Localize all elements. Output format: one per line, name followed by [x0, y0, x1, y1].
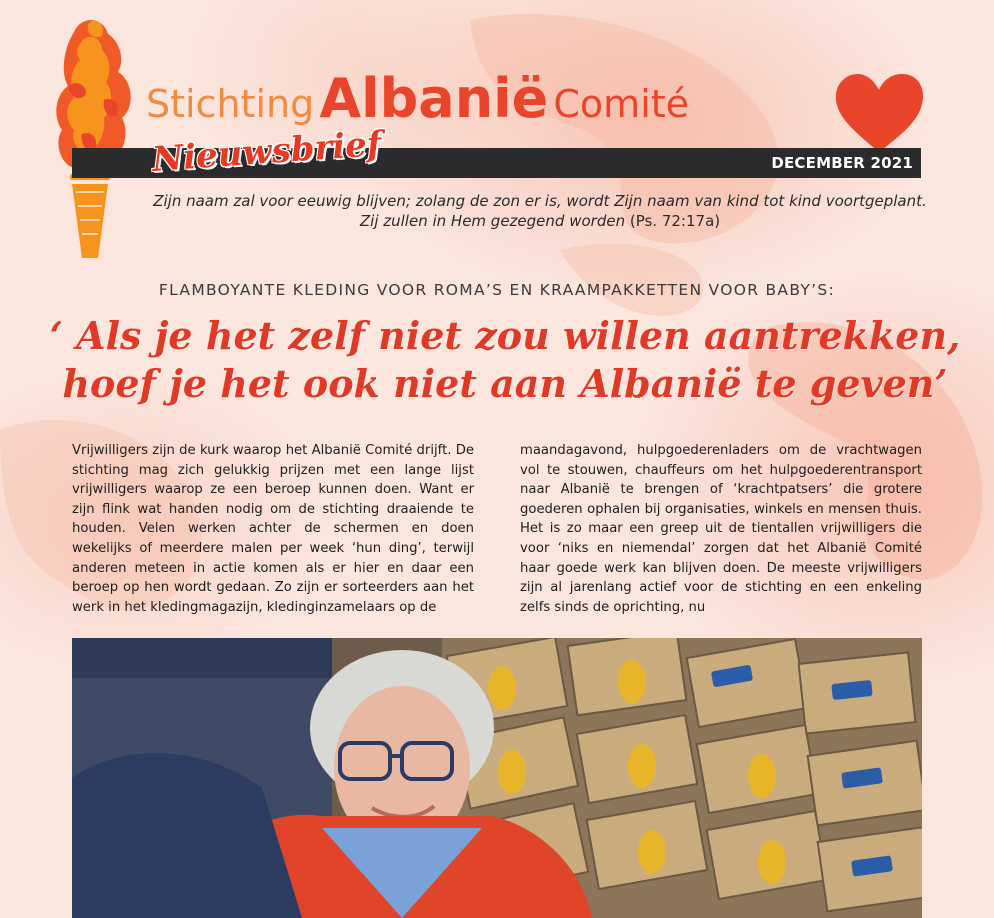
brand-title	[146, 67, 690, 130]
bible-quote	[100, 191, 980, 231]
brand-word-albanie: Albanië	[319, 67, 549, 130]
issue-date: DECEMBER 2021	[771, 154, 913, 172]
article-kicker: FLAMBOYANTE KLEDING VOOR ROMA’S EN KRAAMPAKKETTEN VOOR BABY’S:	[158, 281, 836, 299]
quote-line-2	[100, 211, 980, 231]
headline-line-1: ‘ Als je het zelf niet zou willen aantrekken,	[49, 313, 961, 358]
quote-line-2-text: Zij zullen in Hem gezegend worden	[359, 212, 626, 230]
article-column-left: Vrijwilligers zijn de kurk waarop het Albanië Comité drijft. De stichting mag zich gelukkig prijzen met een lange lijst vrijwilligers waarop ze een beroep kunnen doen. Want er zijn flink wat handen nodig om de stichting draaiende te houden. Velen werken achter de schermen en doen wekelijks of meerdere malen per week ‘hun ding’, terwijl anderen meteen in actie komen als er hier en daar een beroep op hen wordt gedaan. Zo zijn er sorteerders aan het werk in het kledingmagazijn, kledinginzamelaars op de	[72, 443, 474, 615]
article-photo	[72, 638, 922, 918]
newsletter-label: Nieuwsbrief	[150, 124, 383, 180]
article-column-right: maandagavond, hulpgoederenladers om de vrachtwagen vol te stouwen, chauffeurs om het hulpgoederentransport naar Albanië te brengen of ‘krachtpatsers’ die grotere goederen ophalen bij organisaties, winkels en mensen thuis. Het is zo maar een greep uit de tientallen vrijwilligers die voor ‘niks en niemendal’ zorgen dat het Albanië Comité haar goede werk kan blijven doen. De meeste vrijwilligers zijn al jarenlang actief voor de stichting en een enkeling zelfs sinds de oprichting, nu	[520, 443, 922, 615]
quote-line-1: Zijn naam zal voor eeuwig blijven; zolang de zon er is, wordt Zijn naam van kind tot kind voortgeplant.	[153, 192, 927, 210]
heart-icon	[832, 70, 926, 154]
brand-word-stichting: Stichting	[146, 82, 315, 126]
brand-word-comite: Comité	[553, 82, 690, 126]
article-headline	[40, 312, 970, 408]
quote-reference: (Ps. 72:17a)	[629, 212, 721, 230]
headline-line-2: hoef je het ook niet aan Albanië te geven’	[62, 361, 948, 406]
photo-illustration	[72, 638, 922, 918]
